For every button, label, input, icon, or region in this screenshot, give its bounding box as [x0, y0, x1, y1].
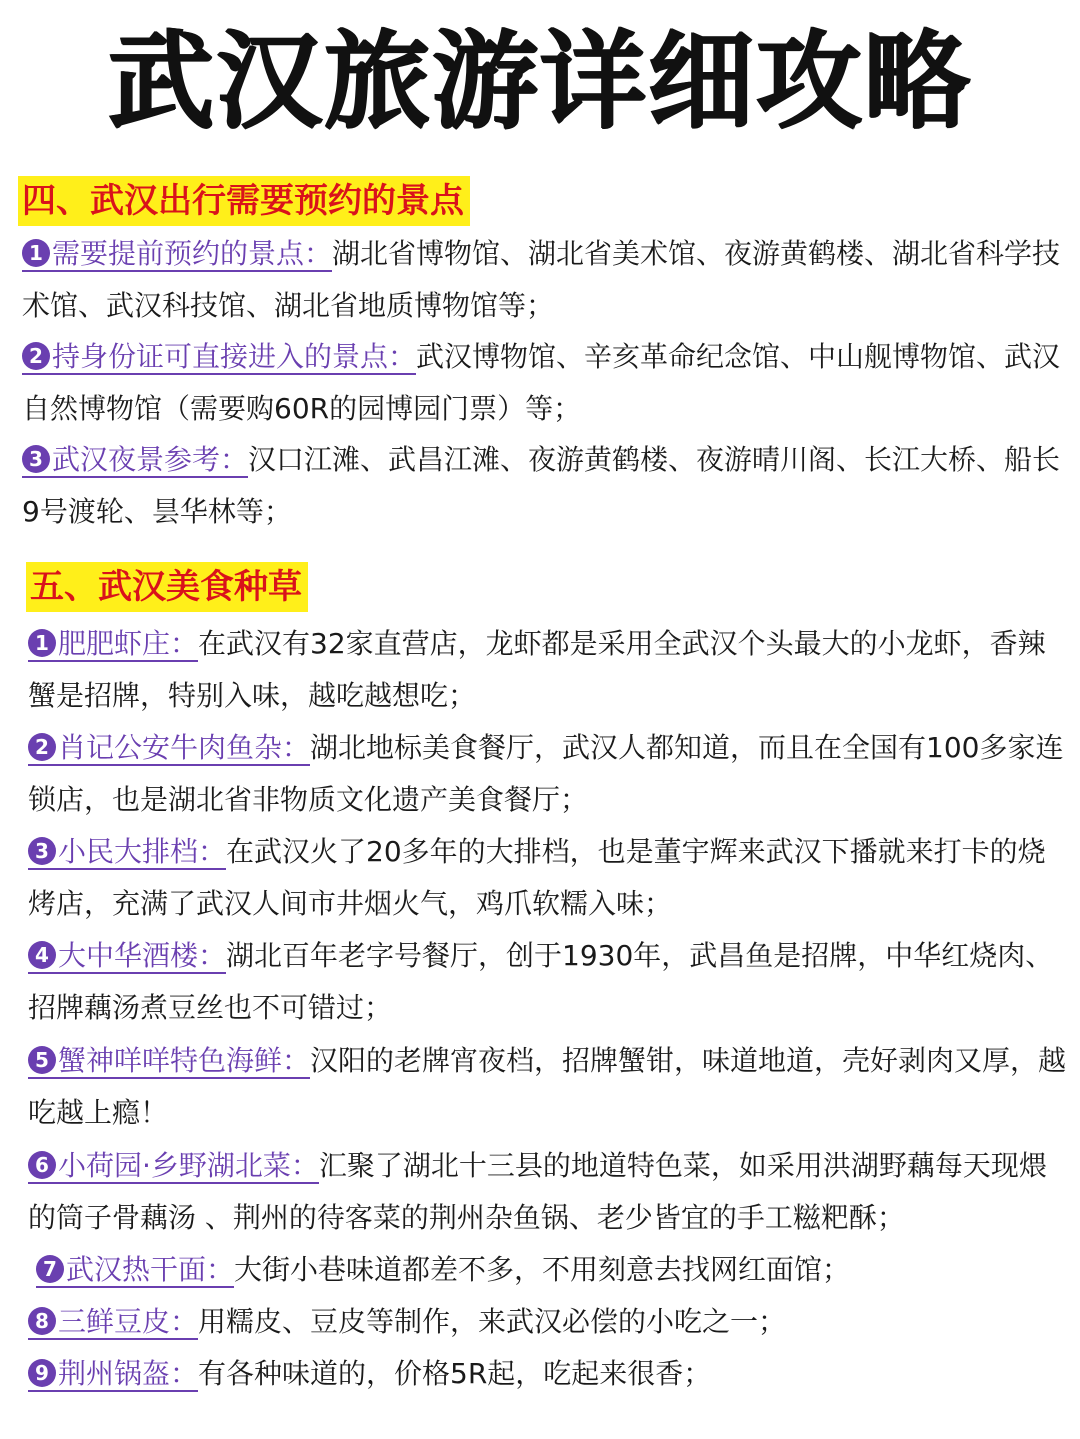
item-text: 在武汉火了20多年的大排档，也是董宇辉来武汉下播就来打卡的烧烤店，充满了武汉人间市井烟火气，鸡爪软糯入味； — [28, 835, 1046, 920]
number-badge-icon: 6 — [28, 1151, 56, 1179]
number-badge-icon: 7 — [36, 1255, 64, 1283]
number-badge-icon: 2 — [28, 733, 56, 761]
item-text: 汇聚了湖北十三县的地道特色菜，如采用洪湖野藕每天现煨的筒子骨藕汤 、荆州的待客菜的荆州杂鱼锅、老少皆宜的手工糍粑酥； — [28, 1149, 1047, 1234]
item-label: 4 大中华酒楼： — [28, 939, 226, 974]
number-badge-icon: 2 — [22, 342, 50, 370]
page-title: 武汉旅游详细攻略 — [108, 20, 972, 143]
list-item — [28, 1296, 1073, 1348]
item-label: 8 三鲜豆皮： — [28, 1305, 198, 1340]
item-label: 1 需要提前预约的景点： — [22, 237, 332, 272]
item-label: 2 肖记公安牛肉鱼杂： — [28, 731, 310, 766]
item-text: 武汉博物馆、辛亥革命纪念馆、中山舰博物馆、武汉自然博物馆（需要购60R的园博园门票）等； — [22, 340, 1061, 425]
item-text: 汉阳的老牌宵夜档，招牌蟹钳，味道地道，壳好剥肉又厚，越吃越上瘾！ — [28, 1044, 1067, 1129]
list-item — [28, 722, 1073, 826]
item-text: 用糯皮、豆皮等制作，来武汉必偿的小吃之一； — [198, 1305, 787, 1338]
item-text: 有各种味道的，价格5R起，吃起来很香； — [198, 1357, 712, 1390]
item-text: 湖北地标美食餐厅，武汉人都知道，而且在全国有100多家连锁店，也是湖北省非物质文化遗产美食餐厅； — [28, 731, 1064, 816]
list-item — [28, 1140, 1073, 1244]
section-heading-food: 五、武汉美食种草 — [26, 562, 308, 612]
item-label: 9 荆州锅盔： — [28, 1357, 198, 1392]
number-badge-icon: 3 — [28, 837, 56, 865]
item-text: 湖北百年老字号餐厅，创于1930年，武昌鱼是招牌，中华红烧肉、招牌藕汤煮豆丝也不可错过； — [28, 939, 1054, 1024]
list-item — [36, 1244, 1080, 1296]
number-badge-icon: 9 — [28, 1359, 56, 1387]
list-item — [28, 1348, 1073, 1400]
list-item — [22, 434, 1067, 538]
number-badge-icon: 1 — [28, 629, 56, 657]
item-label: 3 小民大排档： — [28, 835, 226, 870]
item-label: 5 蟹神咩咩特色海鲜： — [28, 1044, 310, 1079]
item-text: 大街小巷味道都差不多，不用刻意去找网红面馆； — [234, 1253, 851, 1286]
number-badge-icon: 3 — [22, 445, 50, 473]
number-badge-icon: 8 — [28, 1307, 56, 1335]
item-label: 7 武汉热干面： — [36, 1253, 234, 1288]
list-item — [28, 930, 1073, 1034]
item-text: 湖北省博物馆、湖北省美术馆、夜游黄鹤楼、湖北省科学技术馆、武汉科技馆、湖北省地质博物馆等； — [22, 237, 1061, 322]
list-item — [28, 618, 1073, 722]
item-label: 2 持身份证可直接进入的景点： — [22, 340, 416, 375]
list-item — [22, 331, 1067, 435]
item-text: 汉口江滩、武昌江滩、夜游黄鹤楼、夜游晴川阁、长江大桥、船长9号渡轮、昙华林等； — [22, 443, 1061, 528]
section-heading-reservation: 四、武汉出行需要预约的景点 — [18, 176, 470, 226]
item-label: 1 肥肥虾庄： — [28, 627, 198, 662]
number-badge-icon: 5 — [28, 1046, 56, 1074]
item-text: 在武汉有32家直营店，龙虾都是采用全武汉个头最大的小龙虾，香辣蟹是招牌，特别入味，越吃越想吃； — [28, 627, 1046, 712]
list-item — [22, 228, 1067, 332]
number-badge-icon: 4 — [28, 941, 56, 969]
list-item — [28, 1035, 1073, 1139]
list-item — [28, 826, 1073, 930]
number-badge-icon: 1 — [22, 239, 50, 267]
item-label: 6 小荷园·乡野湖北菜： — [28, 1149, 319, 1184]
item-label: 3 武汉夜景参考： — [22, 443, 248, 478]
